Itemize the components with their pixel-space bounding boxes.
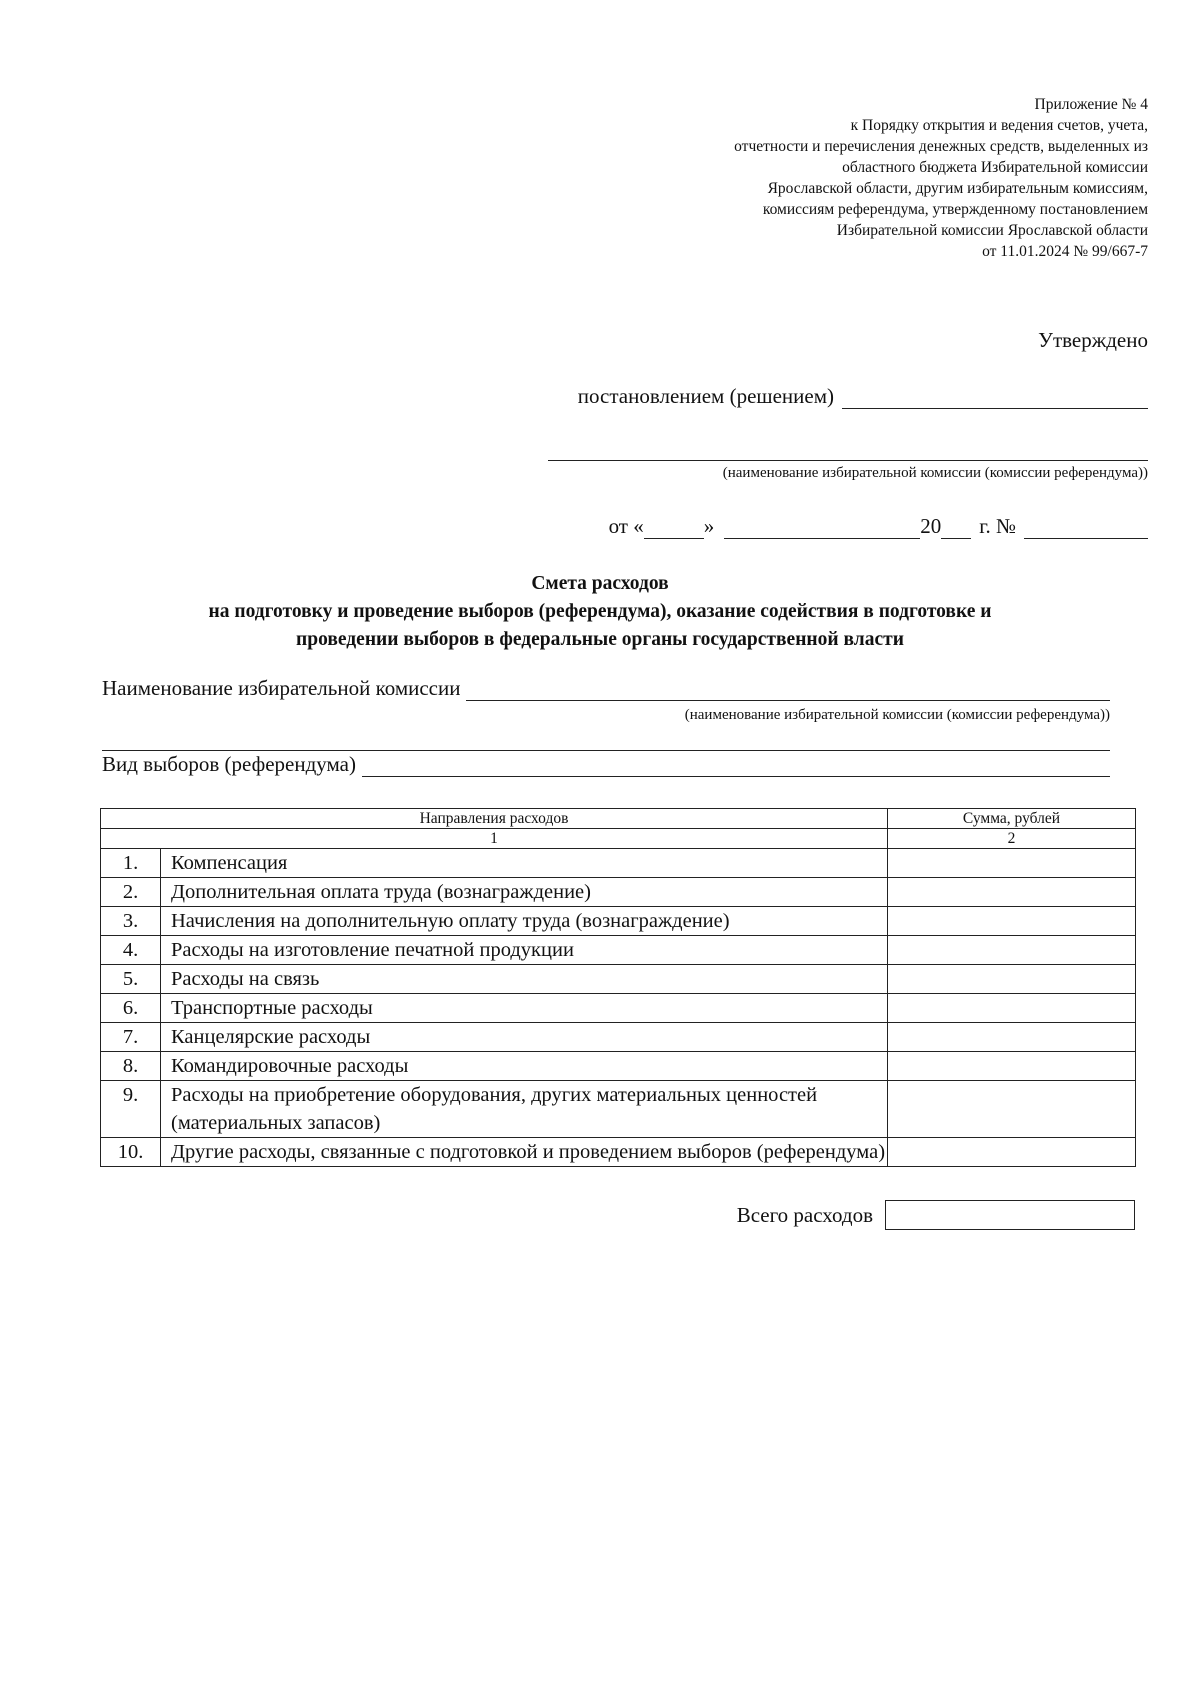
- row-sum-cell[interactable]: [888, 1081, 1136, 1138]
- date-quote-close: »: [703, 514, 715, 538]
- date-day-blank[interactable]: [644, 514, 704, 539]
- table-row: [101, 1081, 1136, 1138]
- column-number-2: 2: [888, 829, 1136, 849]
- row-direction: Другие расходы, связанные с подготовкой и проведением выборов (референдума): [161, 1138, 888, 1167]
- column-number-1: 1: [101, 829, 888, 849]
- approval-date-row: [609, 514, 1148, 539]
- header-sum: Сумма, рублей: [888, 809, 1136, 829]
- row-number: 1.: [101, 849, 161, 878]
- row-number: 4.: [101, 936, 161, 965]
- row-number: 6.: [101, 994, 161, 1023]
- appendix-line: от 11.01.2024 № 99/667-7: [982, 243, 1148, 260]
- election-type-row: [102, 752, 1110, 777]
- year-prefix: 20: [920, 514, 942, 538]
- row-direction: Дополнительная оплата труда (вознаграждение): [161, 878, 888, 907]
- row-direction: Компенсация: [161, 849, 888, 878]
- row-sum-cell[interactable]: [888, 1023, 1136, 1052]
- decision-number-blank[interactable]: [1024, 514, 1148, 539]
- date-prefix: от «: [608, 514, 644, 538]
- table-row: [101, 936, 1136, 965]
- commission-name-blank[interactable]: [548, 460, 1148, 461]
- row-sum-cell[interactable]: [888, 878, 1136, 907]
- row-number: 7.: [101, 1023, 161, 1052]
- table-header-row: [101, 809, 1136, 829]
- approved-by-row: [578, 384, 1148, 409]
- row-sum-cell[interactable]: [888, 1052, 1136, 1081]
- title-line: Смета расходов: [531, 573, 669, 594]
- commission-field-row: [102, 676, 1110, 701]
- commission-field-blank[interactable]: [466, 678, 1110, 701]
- appendix-line: отчетности и перечисления денежных средств, выделенных из: [734, 138, 1148, 155]
- row-direction: Расходы на приобретение оборудования, других материальных ценностей (материальных запасов): [161, 1081, 888, 1138]
- header-direction: Направления расходов: [101, 809, 888, 829]
- row-number: 8.: [101, 1052, 161, 1081]
- row-sum-cell[interactable]: [888, 849, 1136, 878]
- table-row: [101, 1052, 1136, 1081]
- appendix-line: Приложение № 4: [1034, 96, 1148, 113]
- table-column-number-row: [101, 829, 1136, 849]
- row-direction: Расходы на изготовление печатной продукции: [161, 936, 888, 965]
- approved-by-label: постановлением (решением): [577, 384, 834, 408]
- table-row: [101, 965, 1136, 994]
- row-number: 2.: [101, 878, 161, 907]
- total-label: Всего расходов: [736, 1202, 873, 1227]
- row-direction: Канцелярские расходы: [161, 1023, 888, 1052]
- table-row: [101, 907, 1136, 936]
- commission-field-label: Наименование избирательной комиссии: [102, 676, 461, 700]
- year-blank[interactable]: [941, 514, 971, 539]
- row-sum-cell[interactable]: [888, 1138, 1136, 1167]
- election-type-blank[interactable]: [362, 754, 1110, 777]
- commission-field-extra-blank[interactable]: [102, 750, 1110, 751]
- number-prefix: г. №: [979, 514, 1016, 538]
- commission-name-caption: (наименование избирательной комиссии (комиссии референдума)): [722, 465, 1148, 481]
- row-direction: Командировочные расходы: [161, 1052, 888, 1081]
- total-row: [100, 1200, 1135, 1230]
- commission-field-caption: (наименование избирательной комиссии (комиссии референдума)): [684, 707, 1110, 723]
- table-row: [101, 994, 1136, 1023]
- appendix-header: [734, 94, 1148, 262]
- table-row: [101, 878, 1136, 907]
- approved-label: Утверждено: [1038, 328, 1148, 352]
- row-sum-cell[interactable]: [888, 965, 1136, 994]
- title-line: на подготовку и проведение выборов (референдума), оказание содействия в подготовке и: [208, 601, 992, 622]
- row-number: 9.: [101, 1081, 161, 1138]
- row-direction: Расходы на связь: [161, 965, 888, 994]
- appendix-line: Избирательной комиссии Ярославской области: [836, 222, 1148, 239]
- row-sum-cell[interactable]: [888, 936, 1136, 965]
- table-row: [101, 1138, 1136, 1167]
- total-sum-cell[interactable]: [885, 1200, 1135, 1230]
- row-sum-cell[interactable]: [888, 994, 1136, 1023]
- row-direction: Транспортные расходы: [161, 994, 888, 1023]
- row-direction: Начисления на дополнительную оплату труда (вознаграждение): [161, 907, 888, 936]
- table-row: [101, 1023, 1136, 1052]
- election-type-label: Вид выборов (референдума): [102, 752, 356, 776]
- appendix-line: Ярославской области, другим избирательным комиссиям,: [767, 180, 1148, 197]
- appendix-line: к Порядку открытия и ведения счетов, учета,: [850, 117, 1148, 134]
- appendix-line: областного бюджета Избирательной комиссии: [842, 159, 1148, 176]
- title-line: проведении выборов в федеральные органы государственной власти: [296, 629, 904, 650]
- row-number: 3.: [101, 907, 161, 936]
- expense-table: [100, 808, 1136, 1167]
- date-month-blank[interactable]: [724, 514, 920, 539]
- row-sum-cell[interactable]: [888, 907, 1136, 936]
- row-number: 10.: [101, 1138, 161, 1167]
- document-title: [0, 570, 1200, 654]
- table-row: [101, 849, 1136, 878]
- row-number: 5.: [101, 965, 161, 994]
- approved-by-blank[interactable]: [842, 384, 1148, 409]
- appendix-line: комиссиям референдума, утвержденному постановлением: [762, 201, 1148, 218]
